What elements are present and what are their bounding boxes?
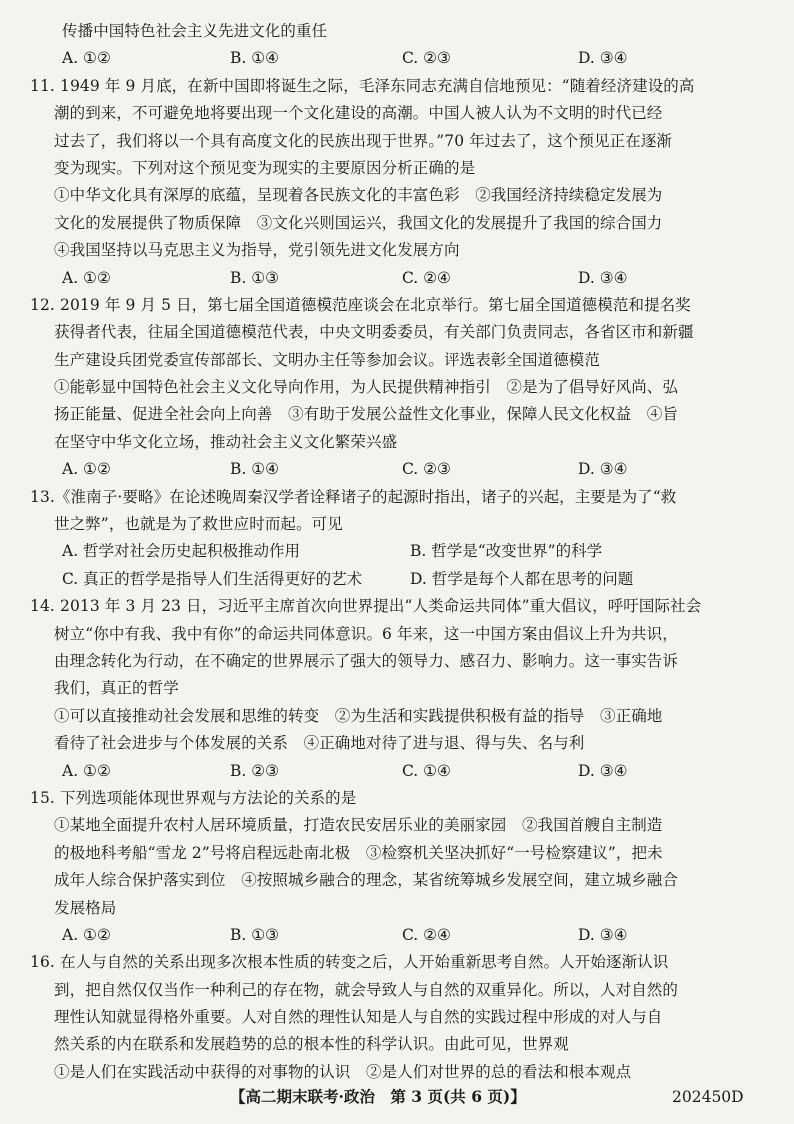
options-row: [30, 265, 770, 292]
text-line: 看待了社会进步与个体发展的关系 ④正确地对待了进与退、得与失、名与利: [54, 734, 585, 753]
option-a: A. ①②: [62, 761, 111, 780]
options-row: [30, 45, 770, 72]
option-a: A. ①②: [62, 460, 111, 479]
text-line: ①可以直接推动社会发展和思维的转变 ②为生活和实践提供积极有益的指导 ③正确地: [54, 706, 663, 725]
text-line: 树立“你中有我、我中有你”的命运共同体意识。6 年来，这一中国方案由倡议上升为共识，: [54, 624, 678, 643]
option-d: D. ③④: [578, 761, 628, 780]
options-row: [30, 456, 770, 483]
text-line: 变为现实。下列对这个预见变为现实的主要原因分析正确的是: [54, 158, 476, 177]
option-c: C. ②③: [402, 460, 451, 479]
footer-title: 【高二期末联考·政治 第 3 页(共 6 页)】: [230, 1087, 526, 1106]
option-d: D. ③④: [578, 460, 628, 479]
option-b: B. ②③: [230, 761, 280, 780]
text-line: 然关系的内在联系和发展趋势的总的根本性的科学认识。由此可见，世界观: [54, 1035, 569, 1054]
text-line: ①某地全面提升农村人居环境质量，打造农民安居乐业的美丽家园 ②我国首艘自主制造: [54, 816, 663, 835]
option-d: D. ③④: [578, 268, 628, 287]
question-14-stem: 14. 2013 年 3 月 23 日，习近平主席首次向世界提出“人类命运共同体”重大倡议，呼吁国际社会: [30, 597, 702, 616]
question-16-stem: 16. 在人与自然的关系出现多次根本性质的转变之后，人开始重新思考自然。人开始逐渐认识: [30, 953, 669, 972]
options-row: [30, 758, 770, 785]
option-b: B. ①③: [230, 268, 280, 287]
text-line: 由理念转化为行动，在不确定的世界展示了强大的领导力、感召力、影响力。这一事实告诉: [54, 651, 679, 670]
options-row: [30, 922, 770, 949]
page-footer: [0, 1082, 794, 1112]
text-line: 理性认知就显得格外重要。人对自然的理性认知是人与自然的实践过程中形成的对人与自: [54, 1008, 663, 1027]
option-d: D. ③④: [578, 49, 628, 68]
text-line: ①能彰显中国特色社会主义文化导向作用，为人民提供精神指引 ②是为了倡导好风尚、弘: [54, 378, 679, 397]
text-line: ④我国坚持以马克思主义为指导，党引领先进文化发展方向: [54, 241, 460, 260]
option-b: B. ①③: [230, 925, 280, 944]
text-line: 到，把自然仅仅当作一种利己的存在物，就会导致人与自然的双重异化。所以，人对自然的: [54, 980, 679, 999]
text-line: 的极地科考船“雪龙 2”号将启程远赴南北极 ③检察机关坚决抓好“一号检察建议”，把未: [54, 843, 663, 862]
text-line: 在坚守中华文化立场，推动社会主义文化繁荣兴盛: [54, 432, 398, 451]
option-b: B. ①④: [230, 49, 280, 68]
text-line: 获得者代表，往届全国道德模范代表，中央文明委委员，有关部门负责同志，各省区市和新疆: [54, 323, 694, 342]
text-line: 成年人综合保护落实到位 ④按照城乡融合的理念，某省统筹城乡发展空间，建立城乡融合: [54, 871, 679, 890]
option-b: B. 哲学是“改变世界”的科学: [410, 542, 603, 561]
option-d: D. ③④: [578, 925, 628, 944]
text-line: ①是人们在实践活动中获得的对事物的认识 ②是人们对世界的总的看法和根本观点: [54, 1062, 632, 1081]
text-line: 生产建设兵团党委宣传部部长、文明办主任等参加会议。评选表彰全国道德模范: [54, 350, 601, 369]
text-line: 传播中国特色社会主义先进文化的重任: [62, 22, 328, 40]
option-a: A. ①②: [62, 925, 111, 944]
text-line: 潮的到来，不可避免地将要出现一个文化建设的高潮。中国人被人认为不文明的时代已经: [54, 104, 663, 123]
text-line: 过去了，我们将以一个具有高度文化的民族出现于世界。”70 年过去了，这个预见正在逐渐: [54, 131, 673, 150]
option-c: C. ②④: [402, 268, 451, 287]
text-line: 发展格局: [54, 898, 117, 917]
options-row: [30, 566, 770, 593]
option-c: C. 真正的哲学是指导人们生活得更好的艺术: [62, 569, 363, 588]
option-c: C. ①④: [402, 761, 451, 780]
option-b: B. ①④: [230, 460, 280, 479]
text-line: 扬正能量、促进全社会向上向善 ③有助于发展公益性文化事业，保障人民文化权益 ④旨: [54, 405, 679, 424]
text-line: 文化的发展提供了物质保障 ③文化兴则国运兴，我国文化的发展提升了我国的综合国力: [54, 213, 663, 232]
question-12-stem: 12. 2019 年 9 月 5 日，第七届全国道德模范座谈会在北京举行。第七届全国道德模范和提名奖: [30, 295, 691, 314]
option-d: D. 哲学是每个人都在思考的问题: [410, 569, 634, 588]
text-line: ①中华文化具有深厚的底蕴，呈现着各民族文化的丰富色彩 ②我国经济持续稳定发展为: [54, 186, 663, 205]
options-row: [30, 538, 770, 565]
text-line: 我们，真正的哲学: [54, 679, 179, 698]
question-11-stem: 11. 1949 年 9 月底，在新中国即将诞生之际，毛泽东同志充满自信地预见：“随着经济建设的高: [30, 76, 695, 95]
text-line: 世之弊”，也就是为了救世应时而起。可见: [54, 515, 343, 534]
option-c: C. ②④: [402, 925, 451, 944]
question-15-stem: 15. 下列选项能体现世界观与方法论的关系的是: [30, 788, 357, 807]
option-a: A. 哲学对社会历史起积极推动作用: [62, 542, 301, 561]
option-a: A. ①②: [62, 268, 111, 287]
option-a: A. ①②: [62, 49, 111, 68]
option-c: C. ②③: [402, 49, 451, 68]
question-content: [30, 18, 770, 1114]
question-13-stem: 13.《淮南子·要略》在论述晚周秦汉学者诠释诸子的起源时指出，诸子的兴起，主要是为了“救: [30, 487, 677, 506]
footer-code: 202450D: [672, 1088, 744, 1106]
